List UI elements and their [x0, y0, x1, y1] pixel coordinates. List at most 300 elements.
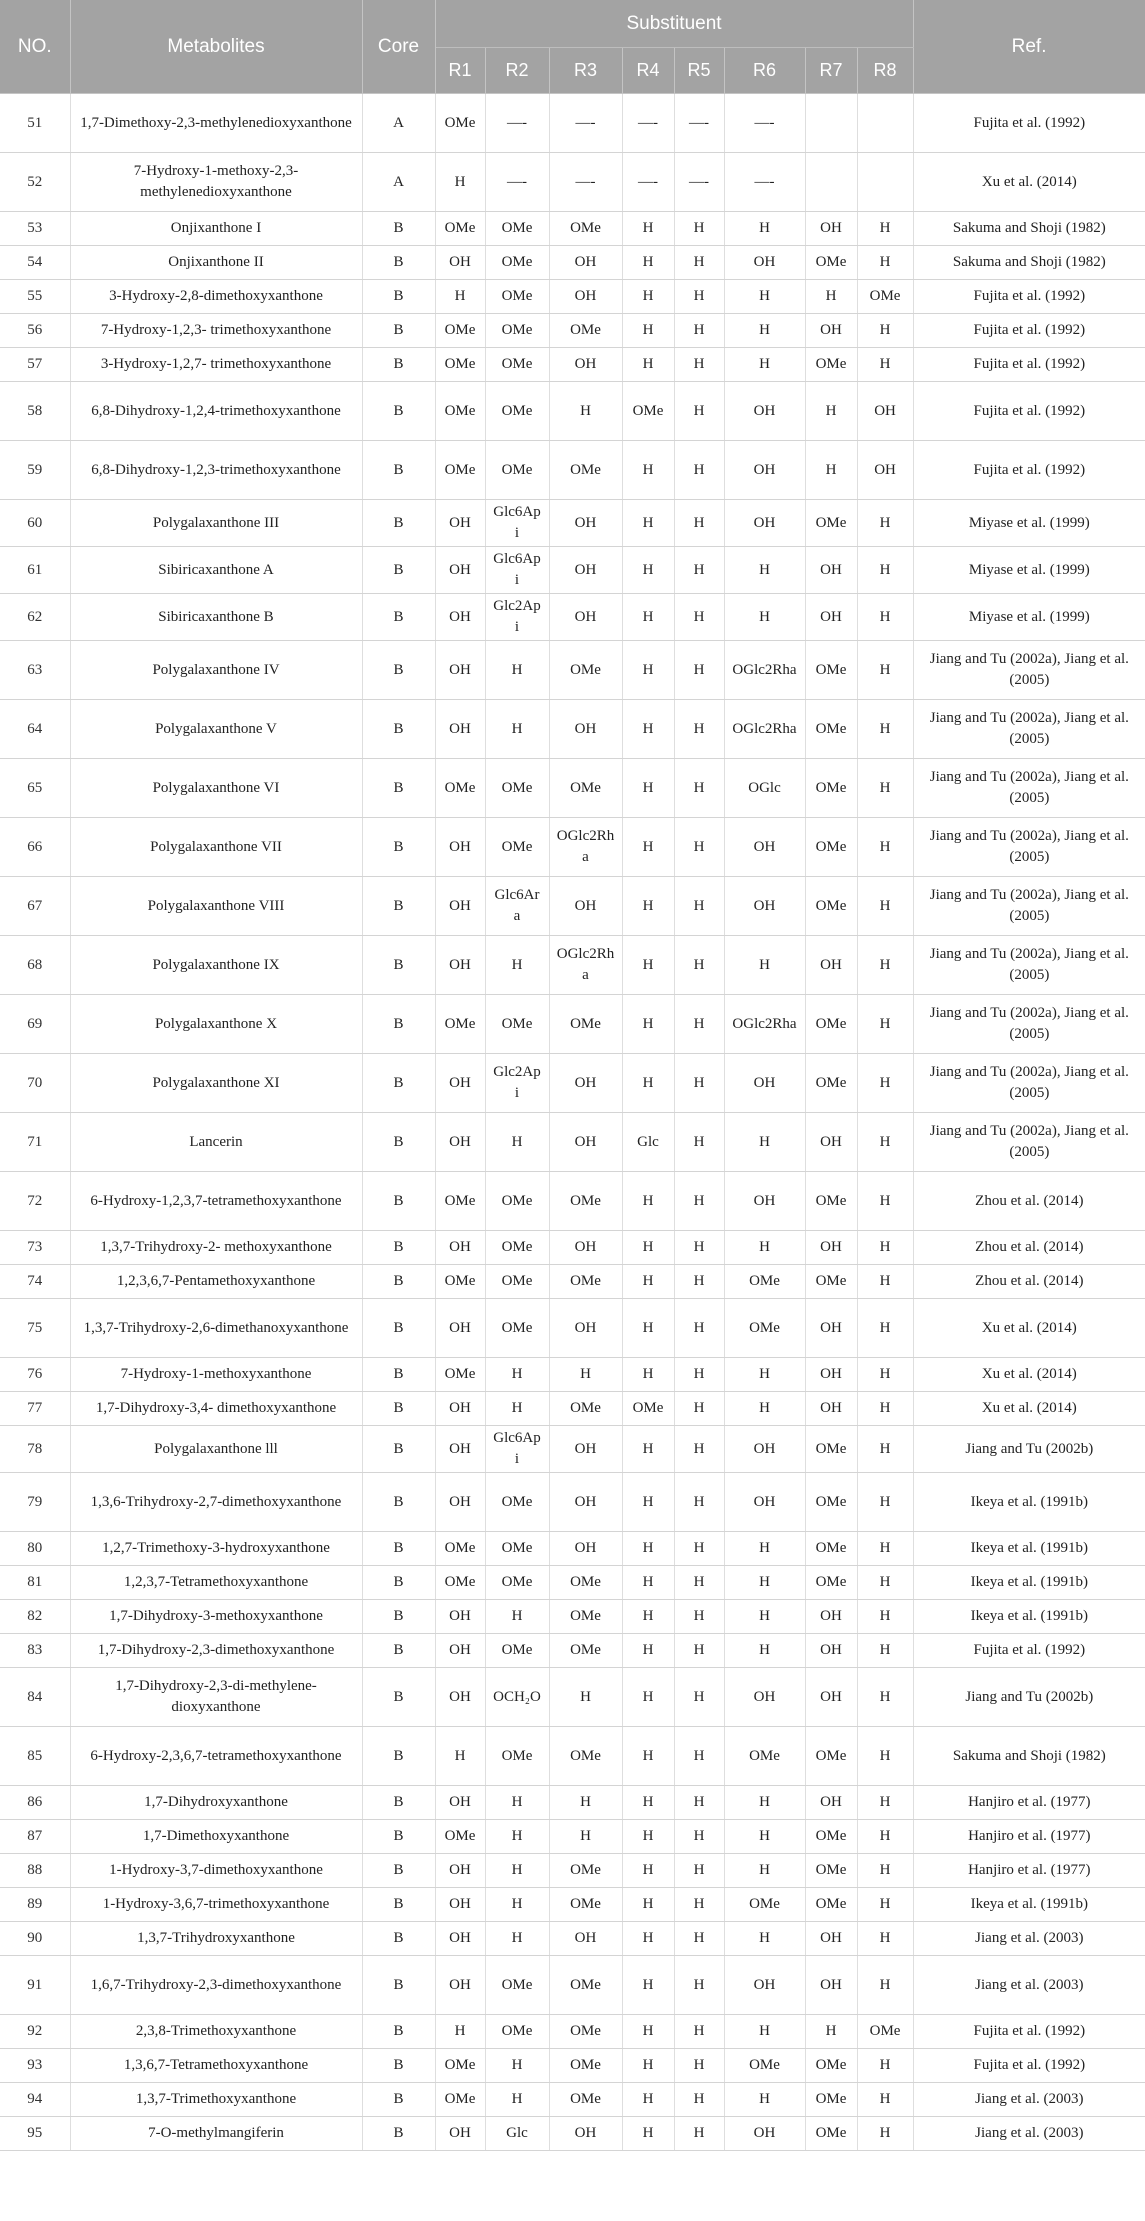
cell-ref: Miyase et al. (1999) — [913, 500, 1145, 547]
cell-r5: H — [674, 2083, 724, 2117]
cell-r3: OMe — [549, 212, 622, 246]
cell-r8: H — [857, 936, 913, 995]
cell-r8: H — [857, 1473, 913, 1532]
cell-r8: H — [857, 1054, 913, 1113]
table-row — [0, 2049, 1145, 2083]
table-row — [0, 153, 1145, 212]
cell-r3: OMe — [549, 1634, 622, 1668]
cell-r7: OH — [805, 1392, 857, 1426]
cell-r1: OH — [435, 1634, 485, 1668]
cell-r8: H — [857, 1727, 913, 1786]
cell-no: 66 — [0, 818, 70, 877]
cell-r3: OH — [549, 2117, 622, 2151]
cell-core: B — [362, 759, 435, 818]
cell-r6: H — [724, 1786, 805, 1820]
cell-metabolite: Onjixanthone I — [70, 212, 362, 246]
table-row — [0, 700, 1145, 759]
cell-r1: OH — [435, 700, 485, 759]
cell-r4: H — [622, 348, 674, 382]
cell-no: 59 — [0, 441, 70, 500]
cell-ref: Zhou et al. (2014) — [913, 1231, 1145, 1265]
cell-r4: H — [622, 314, 674, 348]
cell-no: 68 — [0, 936, 70, 995]
cell-metabolite: 1-Hydroxy-3,6,7-trimethoxyxanthone — [70, 1888, 362, 1922]
cell-r8: H — [857, 1265, 913, 1299]
cell-r4: H — [622, 246, 674, 280]
table-row — [0, 1113, 1145, 1172]
cell-no: 79 — [0, 1473, 70, 1532]
cell-r2: H — [485, 1392, 549, 1426]
cell-r2: H — [485, 1888, 549, 1922]
cell-r2: OMe — [485, 1172, 549, 1231]
header-core: Core — [362, 0, 435, 94]
cell-r2: OMe — [485, 441, 549, 500]
cell-metabolite: 6,8-Dihydroxy-1,2,4-trimethoxyxanthone — [70, 382, 362, 441]
cell-r7: H — [805, 382, 857, 441]
cell-r7: OMe — [805, 1426, 857, 1473]
table-row — [0, 314, 1145, 348]
cell-core: B — [362, 700, 435, 759]
cell-r4: H — [622, 1888, 674, 1922]
cell-r5: H — [674, 348, 724, 382]
cell-r1: OH — [435, 1786, 485, 1820]
cell-r4: OMe — [622, 1392, 674, 1426]
cell-r5: H — [674, 314, 724, 348]
cell-core: B — [362, 1566, 435, 1600]
cell-no: 89 — [0, 1888, 70, 1922]
cell-metabolite: 1,3,7-Trihydroxy-2,6-dimethanoxyxanthone — [70, 1299, 362, 1358]
cell-r5: H — [674, 2015, 724, 2049]
cell-no: 94 — [0, 2083, 70, 2117]
table-row — [0, 1231, 1145, 1265]
cell-core: B — [362, 1786, 435, 1820]
cell-no: 90 — [0, 1922, 70, 1956]
cell-ref: Xu et al. (2014) — [913, 153, 1145, 212]
cell-r4: H — [622, 1358, 674, 1392]
cell-r5: H — [674, 1922, 724, 1956]
cell-no: 65 — [0, 759, 70, 818]
cell-r7: OH — [805, 547, 857, 594]
cell-r1: OH — [435, 1473, 485, 1532]
cell-r2: OMe — [485, 1532, 549, 1566]
cell-r2: OMe — [485, 818, 549, 877]
cell-r8: OH — [857, 441, 913, 500]
cell-r4: H — [622, 700, 674, 759]
cell-r5: H — [674, 936, 724, 995]
cell-r5: H — [674, 1358, 724, 1392]
cell-no: 80 — [0, 1532, 70, 1566]
cell-no: 61 — [0, 547, 70, 594]
cell-r5: H — [674, 759, 724, 818]
cell-r5: H — [674, 1172, 724, 1231]
cell-ref: Ikeya et al. (1991b) — [913, 1473, 1145, 1532]
cell-r6: OGlc2Rha — [724, 641, 805, 700]
cell-r1: H — [435, 2015, 485, 2049]
cell-r8: H — [857, 995, 913, 1054]
cell-r4: H — [622, 1054, 674, 1113]
table-row — [0, 759, 1145, 818]
cell-metabolite: 6-Hydroxy-2,3,6,7-tetramethoxyxanthone — [70, 1727, 362, 1786]
cell-r6: H — [724, 1600, 805, 1634]
cell-r7: OH — [805, 1786, 857, 1820]
cell-r6: H — [724, 1922, 805, 1956]
cell-r3: OH — [549, 500, 622, 547]
table-row — [0, 877, 1145, 936]
table-row — [0, 1172, 1145, 1231]
cell-r7: OMe — [805, 995, 857, 1054]
cell-r8: H — [857, 1600, 913, 1634]
cell-r7: OMe — [805, 1532, 857, 1566]
cell-core: B — [362, 1265, 435, 1299]
cell-r1: OMe — [435, 1532, 485, 1566]
cell-r2: OMe — [485, 1473, 549, 1532]
cell-r3: H — [549, 382, 622, 441]
cell-r5: H — [674, 1854, 724, 1888]
cell-metabolite: 1,2,3,7-Tetramethoxyxanthone — [70, 1566, 362, 1600]
cell-r7: H — [805, 2015, 857, 2049]
cell-r5: H — [674, 700, 724, 759]
cell-r4: H — [622, 641, 674, 700]
cell-r3: OMe — [549, 1888, 622, 1922]
cell-r6: OMe — [724, 1265, 805, 1299]
cell-r4: H — [622, 280, 674, 314]
cell-r1: OH — [435, 1392, 485, 1426]
cell-ref: Jiang et al. (2003) — [913, 2083, 1145, 2117]
table-row — [0, 641, 1145, 700]
cell-ref: Hanjiro et al. (1977) — [913, 1786, 1145, 1820]
cell-r3: OH — [549, 348, 622, 382]
cell-core: B — [362, 2049, 435, 2083]
cell-r5: H — [674, 1566, 724, 1600]
cell-r5: H — [674, 246, 724, 280]
cell-r3: OGlc2Rha — [549, 936, 622, 995]
cell-r2: H — [485, 1786, 549, 1820]
cell-r7: H — [805, 441, 857, 500]
table-row — [0, 594, 1145, 641]
cell-r8: H — [857, 1634, 913, 1668]
cell-r3: OMe — [549, 1392, 622, 1426]
cell-r6: H — [724, 1820, 805, 1854]
cell-no: 91 — [0, 1956, 70, 2015]
cell-r1: OMe — [435, 1566, 485, 1600]
cell-no: 71 — [0, 1113, 70, 1172]
table-row — [0, 1426, 1145, 1473]
cell-r6: H — [724, 547, 805, 594]
cell-ref: Sakuma and Shoji (1982) — [913, 246, 1145, 280]
cell-r2: OMe — [485, 1956, 549, 2015]
cell-r4: H — [622, 759, 674, 818]
cell-core: A — [362, 94, 435, 153]
cell-ref: Jiang and Tu (2002a), Jiang et al. (2005) — [913, 700, 1145, 759]
cell-r6: OGlc2Rha — [724, 995, 805, 1054]
cell-r3: OH — [549, 1426, 622, 1473]
cell-r6: OMe — [724, 1888, 805, 1922]
cell-r7: OMe — [805, 246, 857, 280]
cell-ref: Hanjiro et al. (1977) — [913, 1854, 1145, 1888]
cell-r6: OH — [724, 1956, 805, 2015]
cell-no: 93 — [0, 2049, 70, 2083]
cell-metabolite: 1,7-Dimethoxy-2,3-methylenedioxyxanthone — [70, 94, 362, 153]
cell-ref: Ikeya et al. (1991b) — [913, 1566, 1145, 1600]
cell-metabolite: Polygalaxanthone lll — [70, 1426, 362, 1473]
cell-r6: —- — [724, 153, 805, 212]
cell-r4: H — [622, 936, 674, 995]
cell-r4: H — [622, 1473, 674, 1532]
cell-r7: OMe — [805, 348, 857, 382]
table-row — [0, 1054, 1145, 1113]
cell-r7: OMe — [805, 2049, 857, 2083]
table-row — [0, 500, 1145, 547]
cell-ref: Fujita et al. (1992) — [913, 280, 1145, 314]
cell-r3: OH — [549, 1231, 622, 1265]
cell-r4: H — [622, 594, 674, 641]
cell-r4: H — [622, 877, 674, 936]
cell-core: B — [362, 594, 435, 641]
cell-metabolite: Polygalaxanthone VII — [70, 818, 362, 877]
cell-r1: OMe — [435, 1172, 485, 1231]
cell-metabolite: Polygalaxanthone IX — [70, 936, 362, 995]
cell-metabolite: 1,3,7-Trihydroxyxanthone — [70, 1922, 362, 1956]
cell-core: B — [362, 877, 435, 936]
cell-no: 85 — [0, 1727, 70, 1786]
cell-r2: H — [485, 1854, 549, 1888]
cell-r6: OH — [724, 877, 805, 936]
cell-ref: Jiang et al. (2003) — [913, 1956, 1145, 2015]
cell-r6: H — [724, 1358, 805, 1392]
cell-no: 70 — [0, 1054, 70, 1113]
cell-r7: OMe — [805, 2117, 857, 2151]
cell-r3: OH — [549, 1054, 622, 1113]
cell-r1: OMe — [435, 995, 485, 1054]
cell-r2: Glc6Api — [485, 500, 549, 547]
cell-r8: H — [857, 246, 913, 280]
cell-r7: OH — [805, 1231, 857, 1265]
cell-core: B — [362, 2117, 435, 2151]
table-row — [0, 348, 1145, 382]
cell-ref: Zhou et al. (2014) — [913, 1265, 1145, 1299]
table-row — [0, 1956, 1145, 2015]
cell-r1: OMe — [435, 212, 485, 246]
cell-r4: H — [622, 212, 674, 246]
cell-r6: H — [724, 1634, 805, 1668]
cell-r8: H — [857, 314, 913, 348]
cell-ref: Fujita et al. (1992) — [913, 94, 1145, 153]
cell-r6: H — [724, 280, 805, 314]
cell-r5: —- — [674, 94, 724, 153]
cell-r3: OGlc2Rha — [549, 818, 622, 877]
cell-ref: Ikeya et al. (1991b) — [913, 1532, 1145, 1566]
cell-r5: H — [674, 1392, 724, 1426]
cell-ref: Zhou et al. (2014) — [913, 1172, 1145, 1231]
cell-metabolite: 6,8-Dihydroxy-1,2,3-trimethoxyxanthone — [70, 441, 362, 500]
cell-r2: H — [485, 1358, 549, 1392]
cell-r4: H — [622, 547, 674, 594]
cell-r8 — [857, 94, 913, 153]
cell-metabolite: Lancerin — [70, 1113, 362, 1172]
table-row — [0, 995, 1145, 1054]
cell-r1: OH — [435, 818, 485, 877]
cell-r6: OGlc — [724, 759, 805, 818]
cell-r8: H — [857, 594, 913, 641]
cell-r3: H — [549, 1820, 622, 1854]
cell-r6: OH — [724, 1054, 805, 1113]
cell-r1: OH — [435, 1668, 485, 1727]
cell-r8: H — [857, 1113, 913, 1172]
cell-no: 60 — [0, 500, 70, 547]
cell-no: 86 — [0, 1786, 70, 1820]
cell-r3: OH — [549, 547, 622, 594]
cell-r8 — [857, 153, 913, 212]
cell-core: B — [362, 995, 435, 1054]
cell-r2: Glc6Api — [485, 547, 549, 594]
cell-r8: H — [857, 500, 913, 547]
cell-no: 95 — [0, 2117, 70, 2151]
cell-r1: OH — [435, 594, 485, 641]
cell-r4: H — [622, 1299, 674, 1358]
cell-r2: OMe — [485, 382, 549, 441]
cell-r1: OH — [435, 547, 485, 594]
cell-r1: H — [435, 153, 485, 212]
cell-no: 52 — [0, 153, 70, 212]
cell-r5: H — [674, 1532, 724, 1566]
cell-r7: OMe — [805, 1854, 857, 1888]
header-ref: Ref. — [913, 0, 1145, 94]
cell-r6: OH — [724, 818, 805, 877]
table-row — [0, 1358, 1145, 1392]
cell-r2: OMe — [485, 759, 549, 818]
table-row — [0, 212, 1145, 246]
cell-r4: H — [622, 1668, 674, 1727]
cell-metabolite: 1,3,7-Trihydroxy-2- methoxyxanthone — [70, 1231, 362, 1265]
cell-r8: H — [857, 1358, 913, 1392]
cell-r6: H — [724, 1854, 805, 1888]
cell-r1: OH — [435, 641, 485, 700]
cell-metabolite: 1,3,6-Trihydroxy-2,7-dimethoxyxanthone — [70, 1473, 362, 1532]
cell-r7: OH — [805, 1922, 857, 1956]
cell-no: 53 — [0, 212, 70, 246]
cell-r4: H — [622, 1532, 674, 1566]
cell-core: B — [362, 1172, 435, 1231]
table-row — [0, 936, 1145, 995]
table-row — [0, 1854, 1145, 1888]
cell-no: 69 — [0, 995, 70, 1054]
cell-r1: OMe — [435, 2083, 485, 2117]
cell-r4: H — [622, 441, 674, 500]
cell-r7: OMe — [805, 1566, 857, 1600]
cell-core: B — [362, 441, 435, 500]
cell-metabolite: 1,6,7-Trihydroxy-2,3-dimethoxyxanthone — [70, 1956, 362, 2015]
cell-metabolite: 3-Hydroxy-1,2,7- trimethoxyxanthone — [70, 348, 362, 382]
table-row — [0, 246, 1145, 280]
cell-r7: OH — [805, 314, 857, 348]
cell-core: B — [362, 1473, 435, 1532]
cell-metabolite: 3-Hydroxy-2,8-dimethoxyxanthone — [70, 280, 362, 314]
table-row — [0, 1668, 1145, 1727]
cell-r3: OH — [549, 1532, 622, 1566]
cell-r4: H — [622, 1956, 674, 2015]
cell-core: B — [362, 1956, 435, 2015]
cell-metabolite: Polygalaxanthone IV — [70, 641, 362, 700]
cell-core: A — [362, 153, 435, 212]
cell-ref: Fujita et al. (1992) — [913, 348, 1145, 382]
table-row — [0, 1600, 1145, 1634]
cell-r5: —- — [674, 153, 724, 212]
cell-r1: OMe — [435, 441, 485, 500]
cell-r1: OMe — [435, 94, 485, 153]
cell-r2: OMe — [485, 246, 549, 280]
cell-metabolite: 1,3,6,7-Tetramethoxyxanthone — [70, 2049, 362, 2083]
cell-r2: H — [485, 1600, 549, 1634]
cell-metabolite: 1,3,7-Trimethoxyxanthone — [70, 2083, 362, 2117]
cell-r1: OMe — [435, 759, 485, 818]
table-row — [0, 1727, 1145, 1786]
cell-core: B — [362, 1426, 435, 1473]
cell-r4: H — [622, 1426, 674, 1473]
cell-r5: H — [674, 500, 724, 547]
cell-r6: H — [724, 1392, 805, 1426]
cell-r3: OH — [549, 1299, 622, 1358]
cell-core: B — [362, 818, 435, 877]
cell-r8: H — [857, 1172, 913, 1231]
cell-r1: OH — [435, 1854, 485, 1888]
cell-r3: OMe — [549, 1956, 622, 2015]
cell-r5: H — [674, 2117, 724, 2151]
cell-r3: OMe — [549, 759, 622, 818]
cell-r8: H — [857, 1392, 913, 1426]
cell-r4: H — [622, 1854, 674, 1888]
cell-r2: H — [485, 700, 549, 759]
cell-r6: H — [724, 594, 805, 641]
cell-r7: OMe — [805, 1265, 857, 1299]
cell-r6: OH — [724, 1473, 805, 1532]
cell-r1: OMe — [435, 1358, 485, 1392]
cell-r2: H — [485, 2083, 549, 2117]
cell-core: B — [362, 280, 435, 314]
table-row — [0, 818, 1145, 877]
cell-core: B — [362, 382, 435, 441]
table-row — [0, 1888, 1145, 1922]
cell-no: 84 — [0, 1668, 70, 1727]
cell-r3: OH — [549, 877, 622, 936]
cell-r1: OH — [435, 1426, 485, 1473]
cell-r4: H — [622, 818, 674, 877]
cell-r7: OMe — [805, 2083, 857, 2117]
cell-r8: H — [857, 641, 913, 700]
cell-no: 55 — [0, 280, 70, 314]
cell-r4: H — [622, 1566, 674, 1600]
cell-metabolite: 1,7-Dihydroxy-2,3-dimethoxyxanthone — [70, 1634, 362, 1668]
cell-core: B — [362, 641, 435, 700]
cell-no: 77 — [0, 1392, 70, 1426]
cell-r3: OH — [549, 1113, 622, 1172]
cell-r5: H — [674, 641, 724, 700]
cell-r2: OMe — [485, 1634, 549, 1668]
header-r8: R8 — [857, 48, 913, 94]
cell-r3: OMe — [549, 1854, 622, 1888]
cell-r6: OH — [724, 246, 805, 280]
table-row — [0, 94, 1145, 153]
cell-r3: H — [549, 1668, 622, 1727]
cell-r5: H — [674, 1820, 724, 1854]
cell-r4: H — [622, 1820, 674, 1854]
cell-ref: Fujita et al. (1992) — [913, 2049, 1145, 2083]
cell-core: B — [362, 1113, 435, 1172]
cell-no: 51 — [0, 94, 70, 153]
cell-r3: OMe — [549, 441, 622, 500]
cell-r6: OGlc2Rha — [724, 700, 805, 759]
cell-r5: H — [674, 1054, 724, 1113]
cell-r4: H — [622, 1600, 674, 1634]
